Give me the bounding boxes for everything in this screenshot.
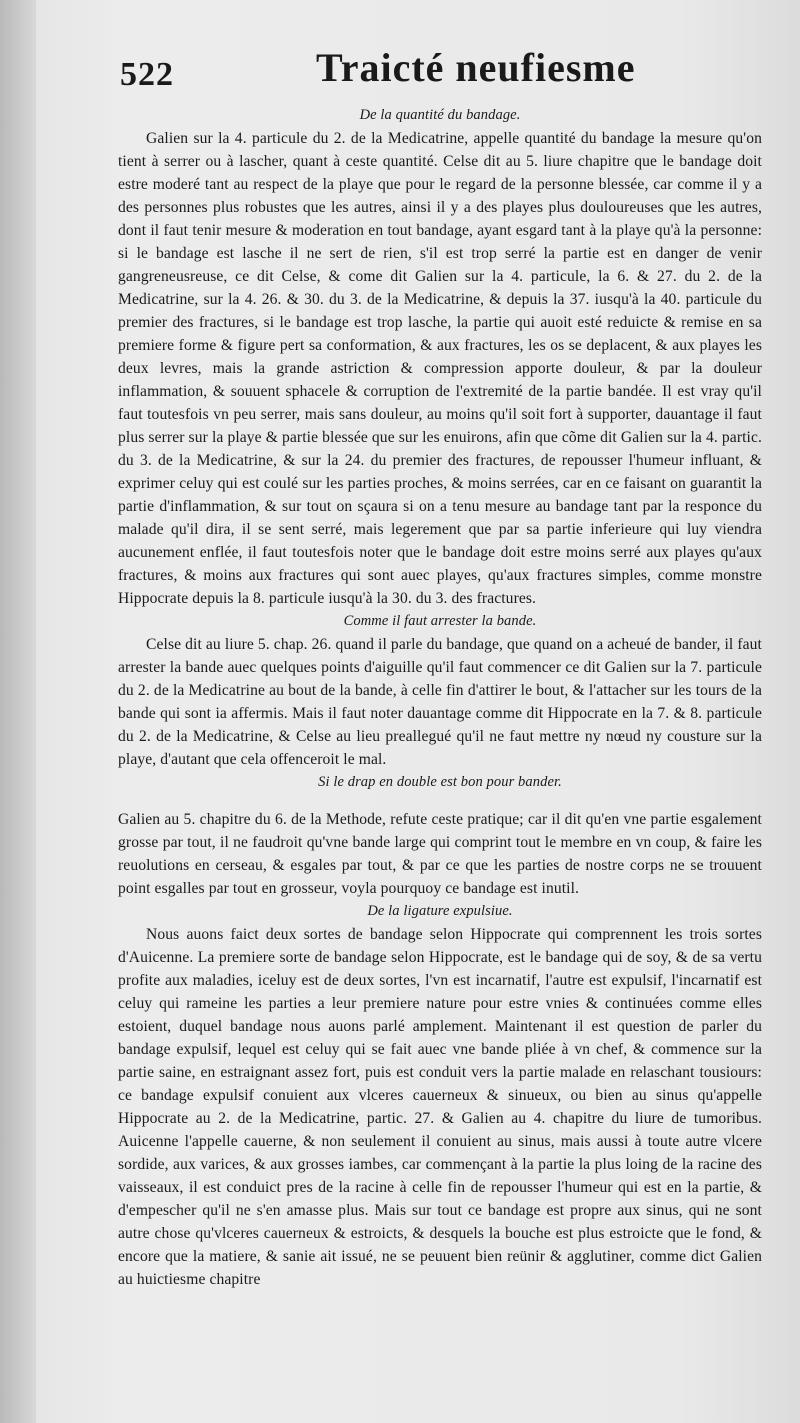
section-heading-quantite: De la quantité du bandage. (359, 107, 521, 123)
section-heading-ligature: De la ligature expulsiue. (367, 903, 513, 919)
paragraph-ligature: Nous auons faict deux sortes de bandage selon Hippocrate qui comprennent les trois sortes d'Auicenne. La premiere sorte de bandage selon Hippocrate, est le bandage qui de soy, & de sa vertu profite aux maladies, iceluy est de deux sortes, l'vn est incarnatif, l'autre est expulsif, l'incarnatif est celuy qui rameine les parties a leur premiere nature pour estre vnies & continuées comme elles estoient, duquel bandage nous auons parlé amplement. Maintenant il est question de parler du bandage expulsif, lequel est celuy qui se fait auec vne bande pliée à vn chef, & commence sur la partie saine, en estraignant assez fort, puis est conduit vers la partie malade en relaschant tousiours: ce bandage expulsif conuient aux vlceres cauerneux & sinueux, ou bien au sinus qu'appelle Hippocrate au 2. de la Medicatrine, partic. 27. & Galien au 4. chapitre du liure de tumoribus. Auicenne l'appelle cauerne, & non seulement il conuient au sinus, mais aussi à toute autre vlcere sordide, aux varices, & aux grosses iambes, car commençant à la partie la plus loing de la racine des vaisseaux, il est conduict pres de la racine à celle fin de repousser l'humeur qui est en la partie, & d'empescher qu'il ne s'en amasse plus. Mais sur tout ce bandage est propre aux sinus, qui ne sont autre chose qu'vlceres cauerneux & estroicts, & desquels la bouche est plus estroicte que le fond, & encore que la matiere, & sanie ait issué, ne se peuuent bien reünir & agglutiner, comme dict Galien au huictiesme chapitre (118, 926, 762, 1288)
spacer (118, 794, 762, 808)
paragraph-drap: Galien au 5. chapitre du 6. de la Methode, refute ceste pratique; car il dit qu'en vne partie esgalement grosse par tout, il ne faudroit qu'vne bande large qui comprint tout le membre en vn coup, & faire les reuolutions en cerseau, & esgales par tout, & par ce que les parties de nostre corps ne se trouuent point esgalles par tout en grosseur, voyla pourquoy ce bandage est inutil. (118, 811, 762, 897)
page-header (118, 44, 762, 104)
paragraph-arrester: Celse dit au liure 5. chap. 26. quand il parle du bandage, que quand on a acheué de bander, il faut arrester la bande auec quelques points d'aiguille qu'il faut commencer ce dit Galien sur la 7. particule du 2. de la Medicatrine au bout de la bande, à celle fin d'attirer le bout, & l'attacher sur les tours de la bande qui sont ia affermis. Mais il faut noter dauantage comme dit Hippocrate en la 7. & 8. particule du 2. de la Medicatrine, & Celse au lieu preallegué qu'il ne faut mettre ny nœud ny cousture sur la playe, d'autant que cela offenceroit le mal. (118, 636, 762, 768)
folio-number: 522 (120, 56, 174, 93)
paragraph-quantite: Galien sur la 4. particule du 2. de la Medicatrine, appelle quantité du bandage la mesure qu'on tient à serrer ou à lascher, quant à ceste quantité. Celse dit au 5. liure chapitre que le bandage doit estre moderé tant au respect de la playe que pour le regard de la personne blessée, car comme il y a des personnes plus robustes que les autres, ainsi il y a des playes plus douloureuses que les autres, dont il faut tenir mesure & moderation en tout bandage, ayant esgard tant à la playe qu'à la personne: si le bandage est lasche il ne sert de rien, s'il est trop serré la partie est en danger de venir gangreneusreuse, ce dit Celse, & come dit Galien sur la 4. particule, la 6. & 27. du 2. de la Medicatrine, sur la 4. 26. & 30. du 3. de la Medicatrine, & depuis la 37. iusqu'à la 40. particule du premier des fractures, si le bandage est trop lasche, la partie qui auoit esté reduicte & remise en sa premiere forme & figure pert sa conformation, & aux fractures, les os se deplacent, & aux playes les deux levres, mais la grande astriction & compression apporte douleur, & par la douleur inflammation, & souuent sphacele & corruption de l'extremité de la partie bandée. Il est vray qu'il faut toutesfois vn peu serrer, mais sans douleur, au moins qu'il soit fort à supporter, dauantage il faut plus serrer sur la playe & partie blessée que sur les enuirons, afin que cõme dit Galien sur la 4. partic. du 3. de la Medicatrine, & sur la 24. du premier des fractures, de repousser l'humeur influant, & exprimer celuy qui est coulé sur les parties proches, & moins serrées, car en ce faisant on guarantit la partie d'inflammation, & sur tout on sçaura si on a tenu mesure au bandage tant par la responce du malade qu'il dira, il se sent serré, mais legerement que par sa partie inferieure qui luy viendra aucunement enflée, il faut toutesfois noter que le bandage doit estre moins serré aux playes qu'aux fractures, & moins aux fractures qui sont auec playes, qu'aux fractures simples, comme monstre Hippocrate depuis la 8. particule iusqu'à la 30. du 3. des fractures. (118, 130, 762, 607)
page-gutter (0, 0, 36, 1423)
running-title: Traicté neufiesme (316, 45, 636, 90)
body-text (118, 104, 762, 1291)
section-heading-drap: Si le drap en double est bon pour bander. (318, 774, 562, 790)
section-heading-arrester: Comme il faut arrester la bande. (343, 613, 537, 629)
